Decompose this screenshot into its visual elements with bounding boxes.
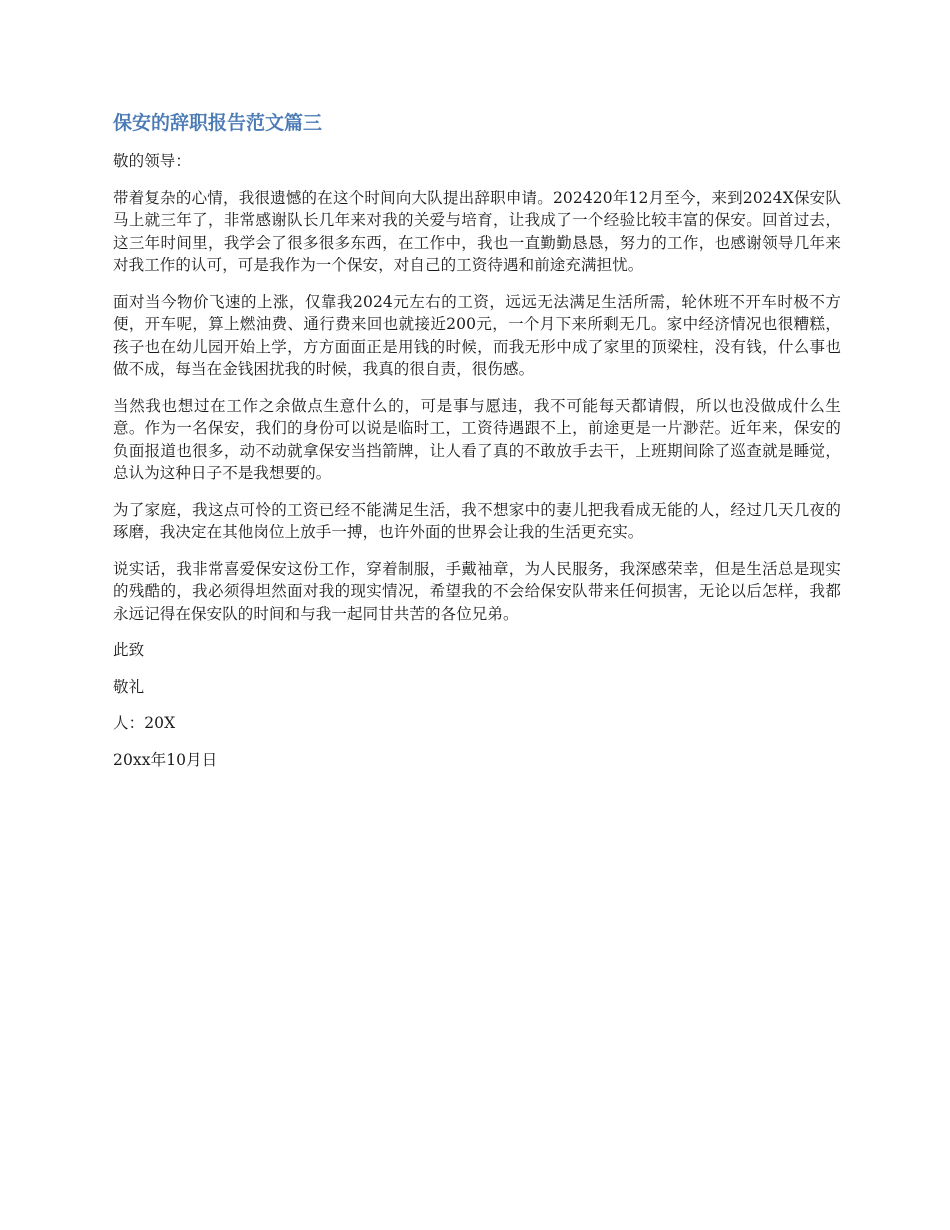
document-page (113, 108, 841, 785)
body-paragraph-1: 带着复杂的心情，我很遗憾的在这个时间向大队提出辞职申请。202420年12月至今，来到2024X保安队马上就三年了，非常感谢队长几年来对我的关爱与培育，让我成了一个经验比较丰富的保安。回首过去，这三年时间里，我学会了很多很多东西，在工作中，我也一直勤勤恳恳，努力的工作，也感谢领导几年来对我工作的认可，可是我作为一个保安，对自己的工资待遇和前途充满担忧。 (113, 188, 841, 274)
document-title: 保安的辞职报告范文篇三 (113, 112, 323, 134)
closing-line-1: 此致 (113, 641, 145, 659)
date-line: 20xx年10月日 (113, 750, 218, 769)
body-paragraph-2: 面对当今物价飞速的上涨，仅靠我2024元左右的工资，远远无法满足生活所需，轮休班不开车时极不方便，开车呢，算上燃油费、通行费来回也就接近200元，一个月下来所剩无几。家中经济情况也很糟糕，孩子也在幼儿园开始上学，方方面面正是用钱的时候，而我无形中成了家里的顶梁柱，没有钱，什么事也做不成，每当在金钱困扰我的时候，我真的很自责，很伤感。 (113, 292, 841, 378)
body-paragraph-5: 说实话，我非常喜爱保安这份工作，穿着制服，手戴袖章，为人民服务，我深感荣幸，但是生活总是现实的残酷的，我必须得坦然面对我的现实情况，希望我的不会给保安队带来任何损害，无论以后怎样，我都永远记得在保安队的时间和与我一起同甘共苦的各位兄弟。 (113, 559, 841, 623)
body-paragraph-3: 当然我也想过在工作之余做点生意什么的，可是事与愿违，我不可能每天都请假，所以也没做成什么生意。作为一名保安，我们的身份可以说是临时工，工资待遇跟不上，前途更是一片渺茫。近年来，保安的负面报道也很多，动不动就拿保安当挡箭牌，让人看了真的不敢放手去干，上班期间除了巡查就是睡觉，总认为这种日子不是我想要的。 (113, 396, 841, 482)
body-paragraph-4: 为了家庭，我这点可怜的工资已经不能满足生活，我不想家中的妻儿把我看成无能的人，经过几天几夜的琢磨，我决定在其他岗位上放手一搏，也许外面的世界会让我的生活更充实。 (113, 500, 841, 541)
signature-line: 人：20X (113, 714, 176, 732)
closing-line-2: 敬礼 (113, 677, 145, 696)
salutation: 敬的领导： (113, 152, 192, 170)
